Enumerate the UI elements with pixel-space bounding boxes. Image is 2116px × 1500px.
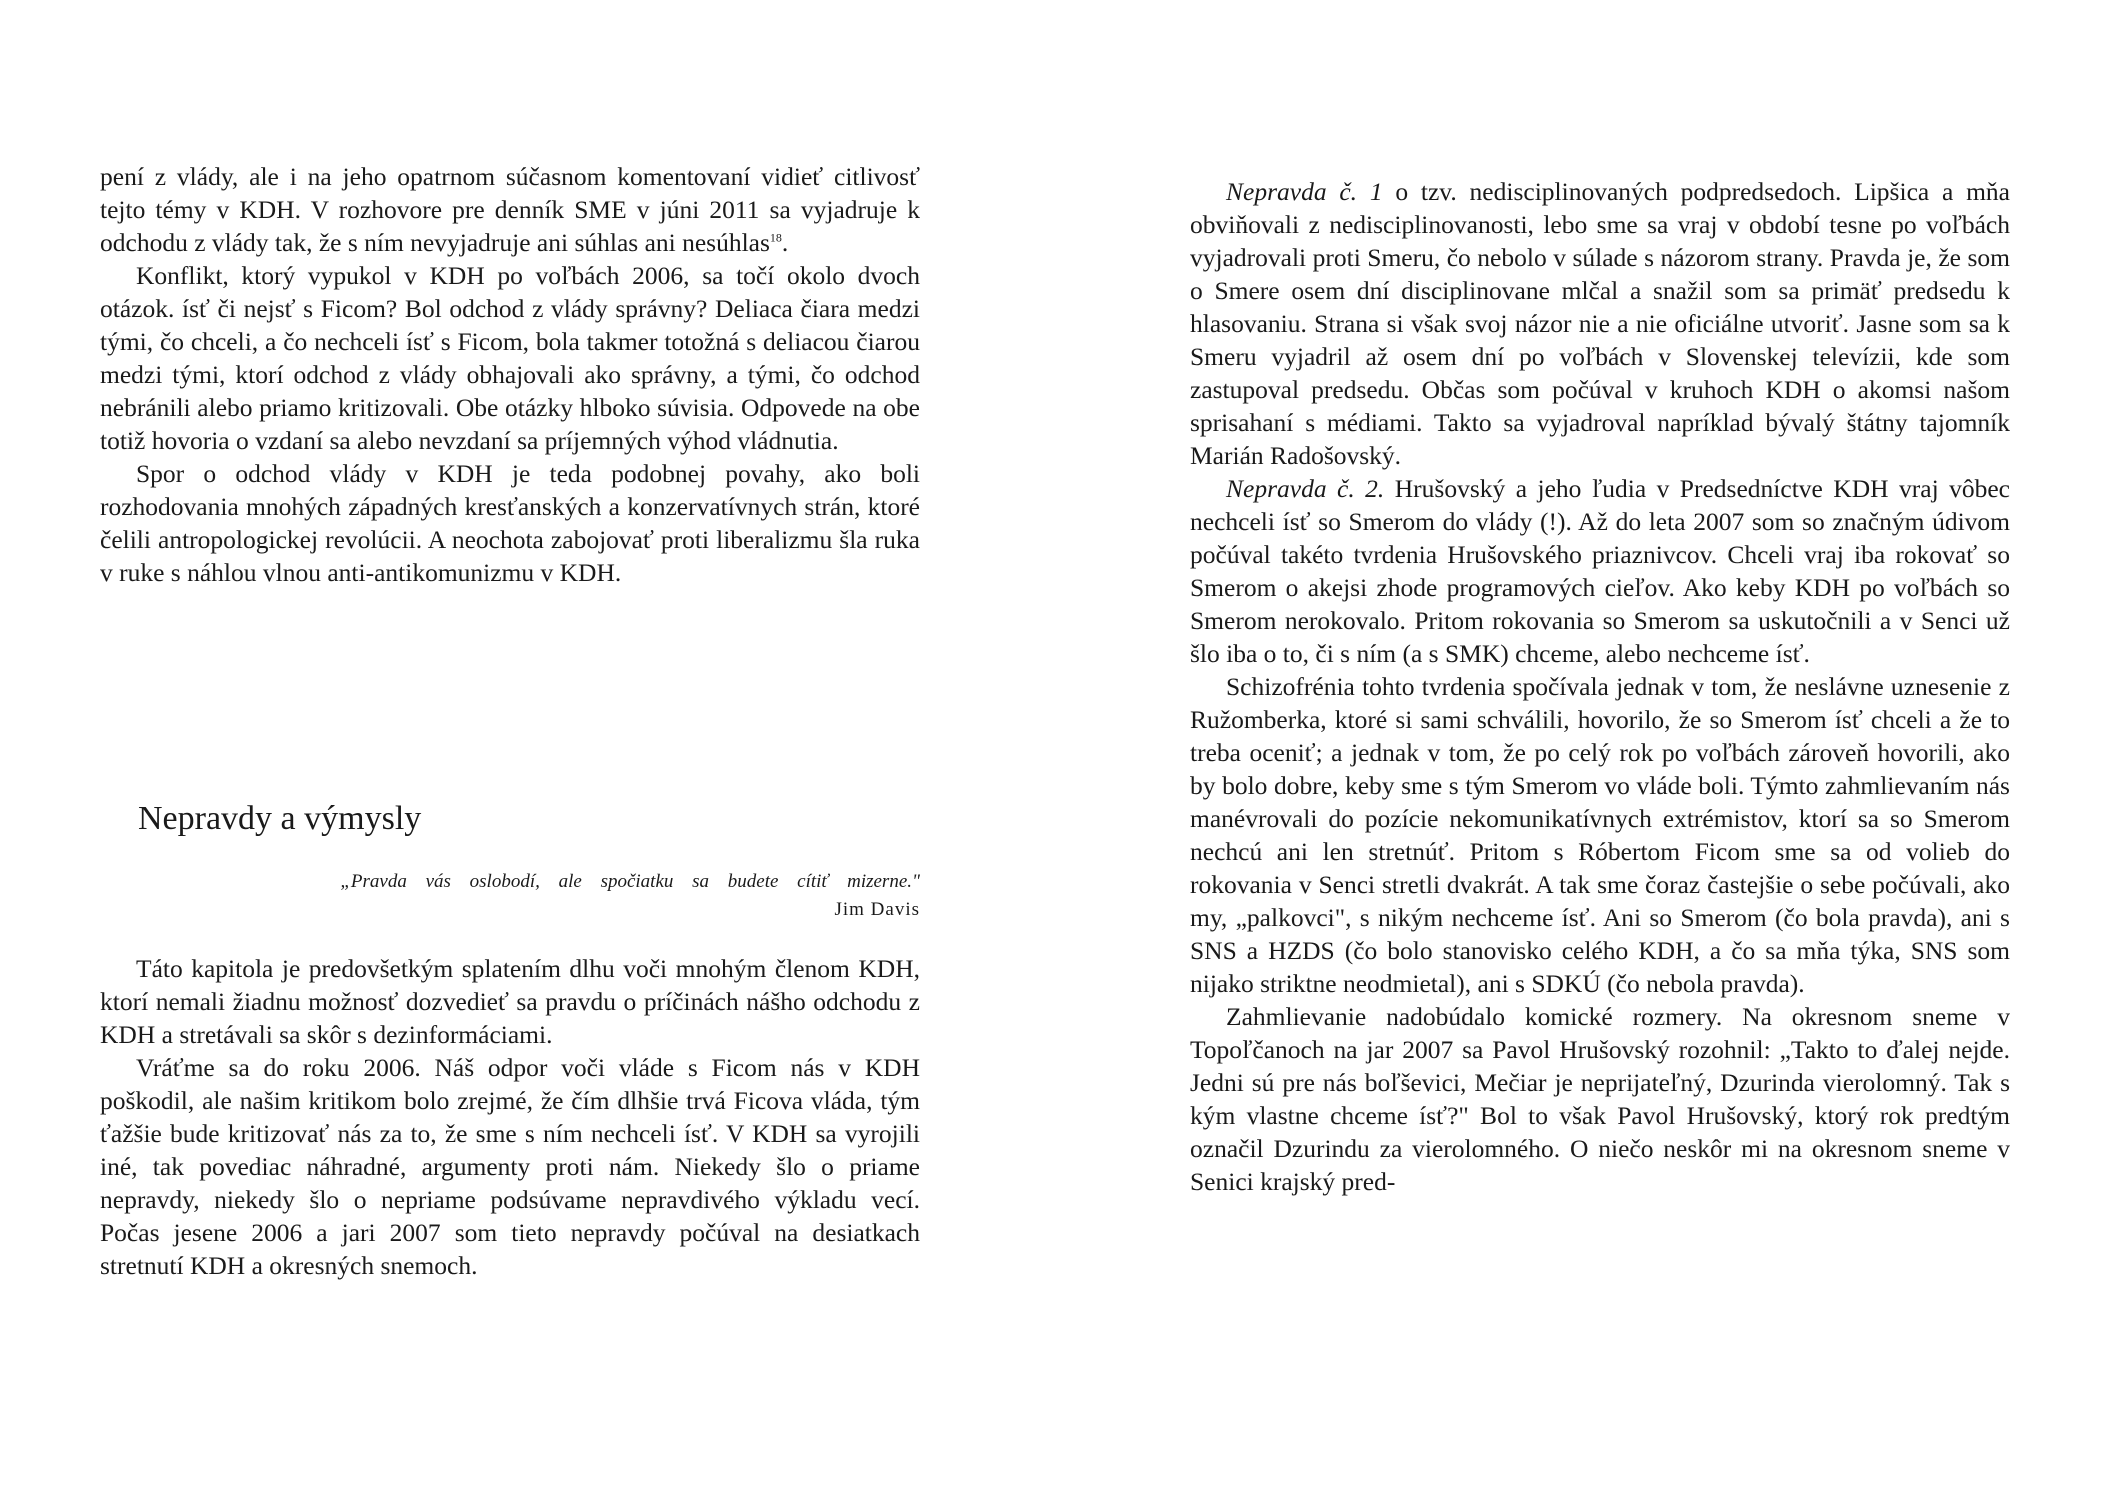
paragraph: pení z vlády, ale i na jeho opatrnom súčasnom komentovaní vidieť citlivosť tejto témy v KDH. V rozhovore pre denník SME v júni 2011 sa vyjadruje k odchodu z vlády tak, že s ním nevyjadruje ani súhlas ani nesúhlas$^{18}$. xyxy=(100,162,920,257)
left-bottom-text xyxy=(100,952,920,1282)
paragraph: Táto kapitola je predovšetkým splatením dlhu voči mnohým členom KDH, ktorí nemali žiadnu možnosť dozvedieť sa pravdu o príčinách nášho odchodu z KDH a stretávali sa skôr s dezinformáciami. xyxy=(100,954,920,1049)
epigraph-quote: „Pravda vás oslobodí, ale spočiatku sa budete cítiť mizerne." xyxy=(340,871,920,892)
paragraph: Schizofrénia tohto tvrdenia spočívala jednak v tom, že neslávne uznesenie z Ružomberka, ktoré si sami schválili, hovorilo, že so Smerom ísť chceli a že to treba oceniť; a jednak v tom, že po celý rok po voľbách zároveň hovorili, ako by bolo dobre, keby sme s tým Smerom vo vláde boli. Týmto zahmlievaním nás manévrovali do pozície nekomunikatívnych extrémistov, ktorí sa so Smerom nechcú ani len stretnúť. Pritom s Róbertom Ficom sme sa od volieb do rokovania v Senci stretli dvakrát. A tak sme čoraz častejšie o sebe počúvali, ako my, „palkovci", s nikým nechceme ísť. Ani so Smerom (čo bola pravda), ani s SNS a HZDS (čo bolo stanovisko celého KDH, a čo sa mňa týka, SNS som nijako striktne neodmietal), ani s SDKÚ (čo nebola pravda). xyxy=(1190,672,2010,998)
paragraph: Zahmlievanie nadobúdalo komické rozmery. Na okresnom sneme v Topoľčanoch na jar 2007 sa Pavol Hrušovský rozohnil: „Takto to ďalej nejde. Jedni sú pre nás boľševici, Mečiar je neprijateľný, Dzurinda vierolomný. Tak s kým vlastne chceme ísť?" Bol to však Pavol Hrušovský, ktorý rok predtým označil Dzurindu za vierolomného. O niečo neskôr mi na okresnom sneme v Senici krajský pred- xyxy=(1190,1002,2010,1196)
section-heading: Nepravdy a výmysly xyxy=(138,800,422,837)
paragraph: Nepravda č. 2. Hrušovský a jeho ľudia v Predsedníctve KDH vraj vôbec nechceli ísť so Smerom do vlády (!). Až do leta 2007 som so značným údivom počúval takéto tvrdenia Hrušovského priaznivcov. Chceli vraj iba rokovať so Smerom o akejsi zhode programových cieľov. Ako keby KDH po voľbách so Smerom nerokovalo. Pritom rokovania so Smerom sa uskutočnili a v Senci už šlo iba o to, či s ním (a s SMK) chceme, alebo nechceme ísť. xyxy=(1190,474,2010,668)
paragraph: Nepravda č. 1 o tzv. nedisciplinovaných podpredsedoch. Lipšica a mňa obviňovali z nedisciplinovanosti, lebo sme sa vraj v období tesne po voľbách vyjadrovali proti Smeru, čo nebolo v súlade s názorom strany. Pravda je, že som o Smere osem dní disciplinovane mlčal a snažil som sa primäť predsedu k hlasovaniu. Strana si však svoj názor nie a nie oficiálne utvoriť. Jasne som sa k Smeru vyjadril až osem dní po voľbách v Slovenskej televízii, kde som zastupoval predsedu. Občas som počúval v kruhoch KDH o akomsi našom sprisahaní s médiami. Takto sa vyjadroval napríklad bývalý štátny tajomník Marián Radošovský. xyxy=(1190,177,2010,470)
right-page xyxy=(1190,0,2010,1500)
paragraph: Spor o odchod vlády v KDH je teda podobnej povahy, ako boli rozhodovania mnohých západných kresťanských a konzervatívnych strán, ktoré čelili antropologickej revolúcii. A neochota zabojovať proti liberalizmu šla ruka v ruke s náhlou vlnou anti-antikomunizmu v KDH. xyxy=(100,459,920,587)
paragraph-lead: Nepravda č. 2. xyxy=(1226,474,1385,503)
right-text xyxy=(1190,175,2010,1198)
epigraph-author: Jim Davis xyxy=(834,899,920,920)
left-page xyxy=(100,0,920,1500)
paragraph-lead: Nepravda č. 1 xyxy=(1226,177,1383,206)
left-top-text xyxy=(100,160,920,589)
paragraph: Vráťme sa do roku 2006. Náš odpor voči vláde s Ficom nás v KDH poškodil, ale našim kritikom bolo zrejmé, že čím dlhšie trvá Ficova vláda, tým ťažšie bude kritizovať nás za to, že sme s ním nechceli ísť. V KDH sa vyrojili iné, tak povediac náhradné, argumenty proti nám. Niekedy šlo o priame nepravdy, niekedy šlo o nepriame podsúvame nepravdivého výkladu vecí. Počas jesene 2006 a jari 2007 som tieto nepravdy počúval na desiatkach stretnutí KDH a okresných snemoch. xyxy=(100,1053,920,1280)
footnote-ref[interactable]: 18 xyxy=(769,230,782,245)
paragraph: Konflikt, ktorý vypukol v KDH po voľbách 2006, sa točí okolo dvoch otázok. ísť či nejsť s Ficom? Bol odchod z vlády správny? Deliaca čiara medzi tými, čo chceli, a čo nechceli ísť s Ficom, bola takmer totožná s deliacou čiarou medzi tými, ktorí odchod z vlády obhajovali ako správny, a tými, čo odchod nebránili alebo priamo kritizovali. Obe otázky hlboko súvisia. Odpovede na obe totiž hovoria o vzdaní sa alebo nevzdaní sa príjemných výhod vládnutia. xyxy=(100,261,920,455)
epigraph xyxy=(340,868,920,924)
